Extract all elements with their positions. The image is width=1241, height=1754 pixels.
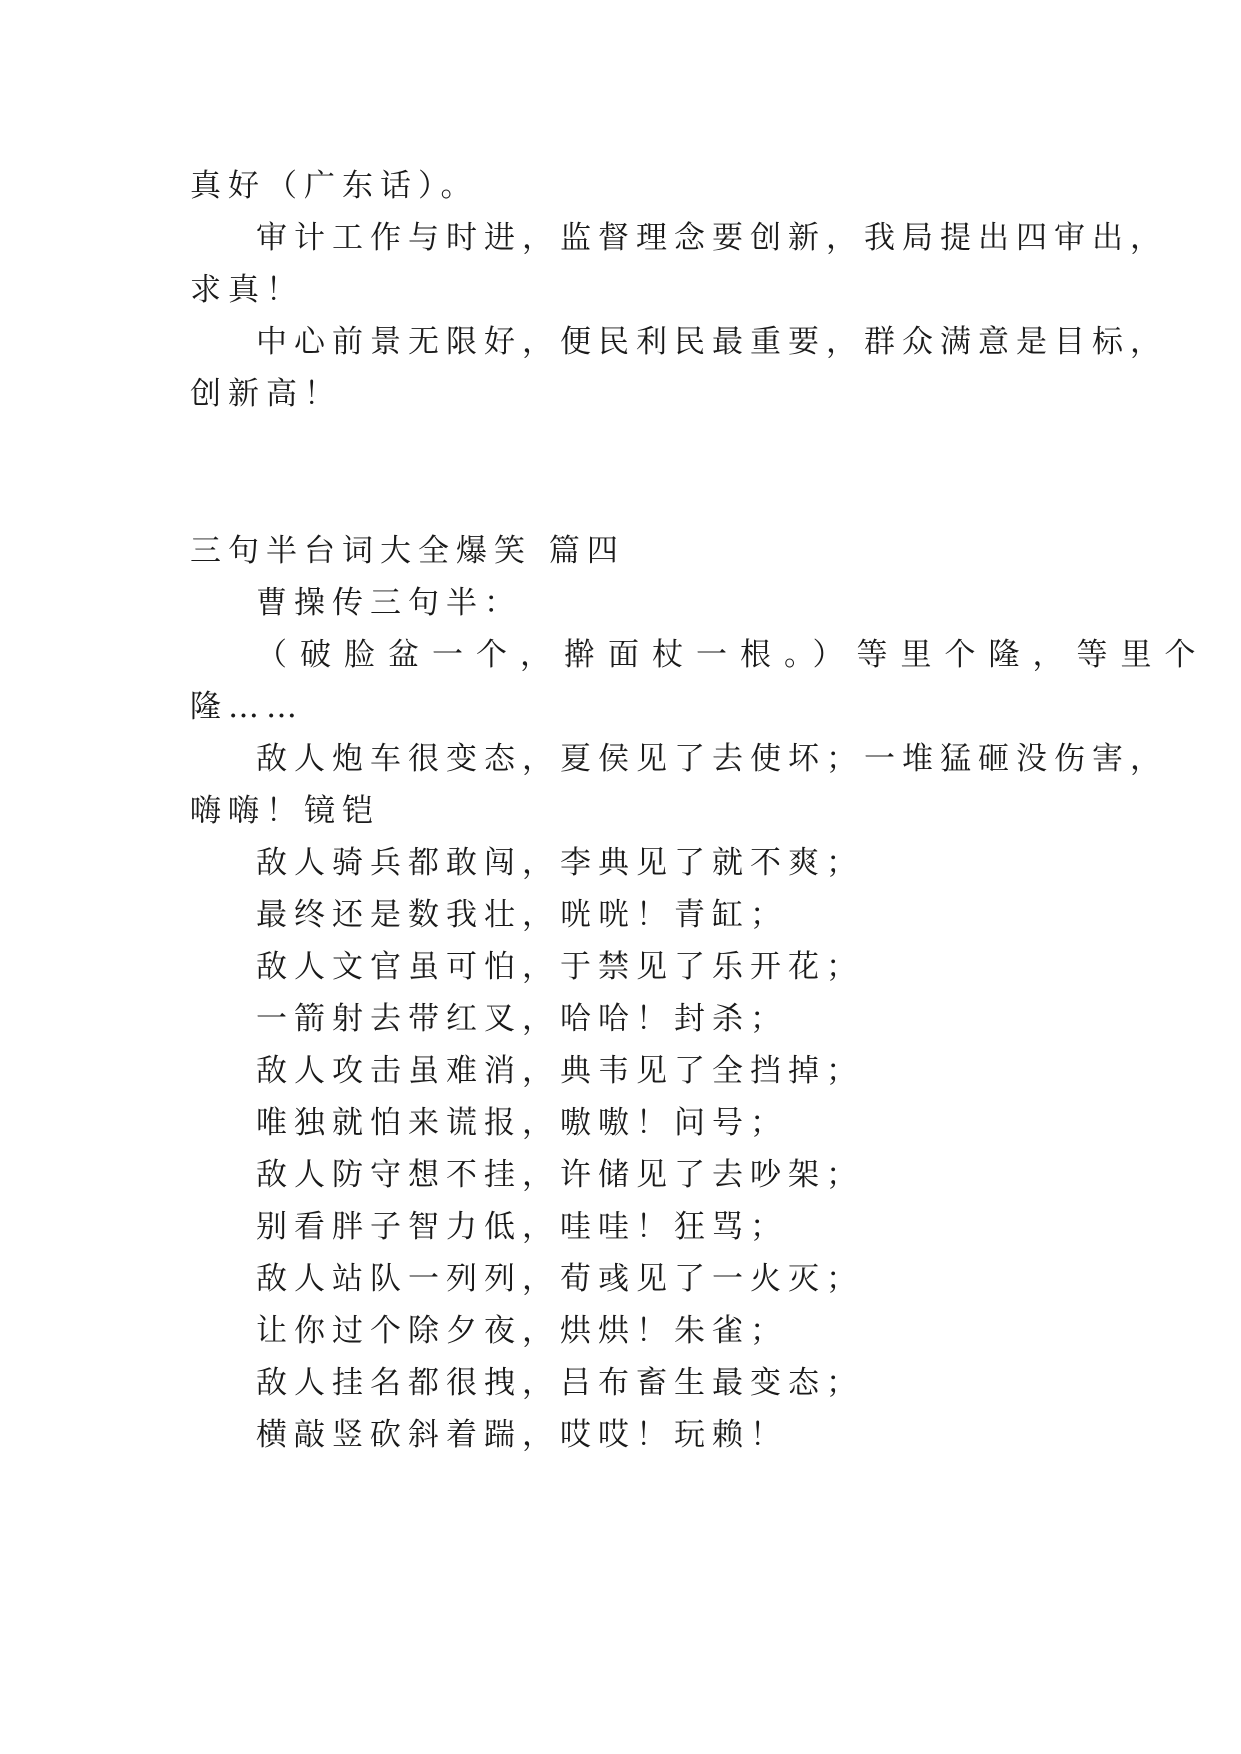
text-line: 让你过个除夕夜，烘烘！朱雀； (256, 1313, 788, 1349)
text-line: 隆…… (190, 689, 304, 725)
text-line: 敌人攻击虽难消，典韦见了全挡掉； (256, 1053, 864, 1089)
text-line: 敌人挂名都很拽，吕布畜生最变态； (256, 1365, 864, 1401)
text-line: 审计工作与时进，监督理念要创新，我局提出四审出， (256, 220, 1168, 256)
text-line: 创新高！ (190, 376, 342, 412)
text-line: （破脸盆一个，擀面杖一根。）等里个隆，等里个 (256, 637, 1209, 673)
text-line: 敌人防守想不挂，许储见了去吵架； (256, 1157, 864, 1193)
text-line: 唯独就怕来谎报，嗷嗷！问号； (256, 1105, 788, 1141)
text-line: 真好（广东话）。 (190, 168, 479, 204)
text-line: 一箭射去带红叉，哈哈！封杀； (256, 1001, 788, 1037)
text-line: 别看胖子智力低，哇哇！狂骂； (256, 1209, 788, 1245)
text-line: 中心前景无限好，便民利民最重要，群众满意是目标， (256, 324, 1168, 360)
text-line: 敌人站队一列列，荀彧见了一火灭； (256, 1261, 864, 1297)
text-line: 曹操传三句半： (256, 585, 522, 621)
text-line: 横敲竖砍斜着踹，哎哎！玩赖！ (256, 1417, 788, 1453)
section-heading: 三句半台词大全爆笑 篇四 (190, 533, 625, 569)
text-line: 敌人炮车很变态，夏侯见了去使坏；一堆猛砸没伤害， (256, 741, 1168, 777)
text-line: 敌人文官虽可怕，于禁见了乐开花； (256, 949, 864, 985)
text-line: 敌人骑兵都敢闯，李典见了就不爽； (256, 845, 864, 881)
text-line: 嗨嗨！镜铠 (190, 793, 380, 829)
text-line: 求真！ (190, 272, 304, 308)
text-line: 最终还是数我壮，咣咣！青缸； (256, 897, 788, 933)
